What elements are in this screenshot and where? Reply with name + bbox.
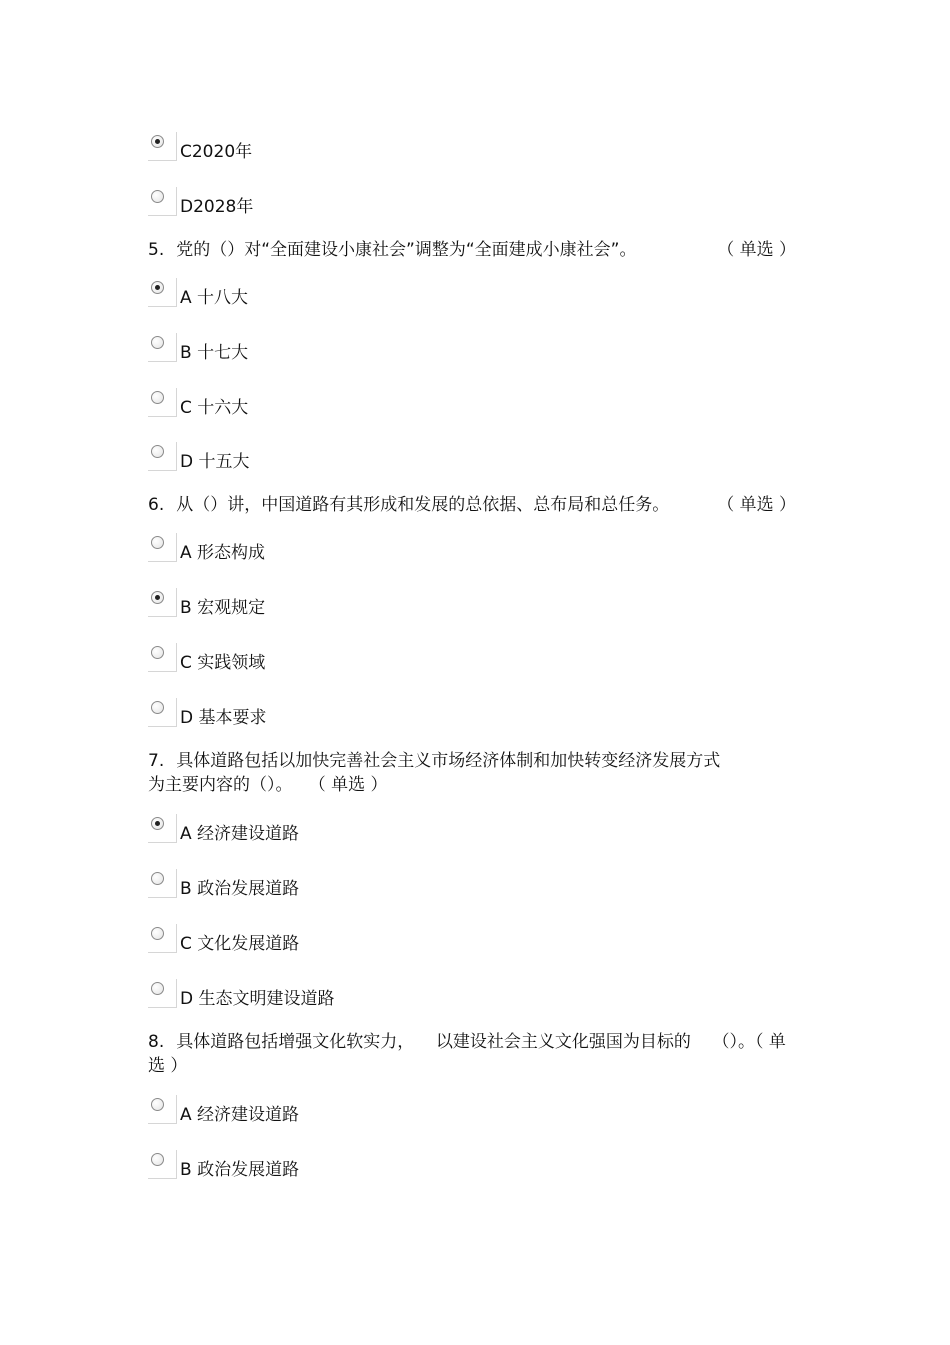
question-text-line2: 选 ） [148, 1056, 188, 1076]
option-label: B 宏观规定 [180, 598, 266, 618]
option-label: D 生态文明建设道路 [180, 989, 335, 1009]
question-text: 党的（）对“全面建设小康社会”调整为“全面建成小康社会”。 [176, 240, 637, 260]
question-text-line1: 具体道路包括增强文化软实力， 以建设社会主义文化强国为目标的 （）。（ 单 [176, 1032, 786, 1052]
radio-unchecked-icon[interactable] [148, 187, 178, 217]
option-label: C 十六大 [180, 398, 249, 418]
radio-checked-icon[interactable] [148, 132, 178, 162]
radio-unchecked-icon[interactable] [148, 388, 178, 418]
question-number: 6. [148, 495, 165, 515]
option-label: D 十五大 [180, 452, 250, 472]
option-label: A 经济建设道路 [180, 1105, 300, 1125]
radio-unchecked-icon[interactable] [148, 333, 178, 363]
radio-unchecked-icon[interactable] [148, 643, 178, 673]
question-number: 5. [148, 240, 165, 260]
question-7 [148, 749, 808, 797]
option-label: D2028年 [180, 197, 254, 217]
option-label: D 基本要求 [180, 708, 267, 728]
question-number: 7. [148, 751, 165, 771]
radio-unchecked-icon[interactable] [148, 442, 178, 472]
option-label: B 十七大 [180, 343, 249, 363]
question-number: 8. [148, 1032, 165, 1052]
question-text-line2: 为主要内容的（）。 [148, 775, 293, 795]
question-5 [148, 238, 808, 262]
radio-unchecked-icon[interactable] [148, 1150, 178, 1180]
question-8 [148, 1030, 808, 1078]
radio-unchecked-icon[interactable] [148, 533, 178, 563]
question-type-tag: （ 单选 ） [717, 495, 796, 515]
question-6 [148, 493, 808, 517]
option-label: C 实践领域 [180, 653, 266, 673]
option-label: A 十八大 [180, 288, 249, 308]
radio-unchecked-icon[interactable] [148, 1095, 178, 1125]
radio-unchecked-icon[interactable] [148, 979, 178, 1009]
question-type-tag: （ 单选 ） [717, 240, 796, 260]
option-label: B 政治发展道路 [180, 1160, 300, 1180]
radio-checked-icon[interactable] [148, 278, 178, 308]
radio-unchecked-icon[interactable] [148, 698, 178, 728]
option-label: A 经济建设道路 [180, 824, 300, 844]
question-type-tag: （ 单选 ） [308, 775, 388, 795]
question-text-line1: 具体道路包括以加快完善社会主义市场经济体制和加快转变经济发展方式 [176, 751, 721, 771]
option-label: C2020年 [180, 142, 253, 162]
radio-checked-icon[interactable] [148, 814, 178, 844]
radio-unchecked-icon[interactable] [148, 924, 178, 954]
option-label: C 文化发展道路 [180, 934, 300, 954]
radio-unchecked-icon[interactable] [148, 869, 178, 899]
radio-checked-icon[interactable] [148, 588, 178, 618]
option-label: A 形态构成 [180, 543, 266, 563]
option-label: B 政治发展道路 [180, 879, 300, 899]
question-text: 从（）讲，中国道路有其形成和发展的总依据、总布局和总任务。 [176, 495, 670, 515]
